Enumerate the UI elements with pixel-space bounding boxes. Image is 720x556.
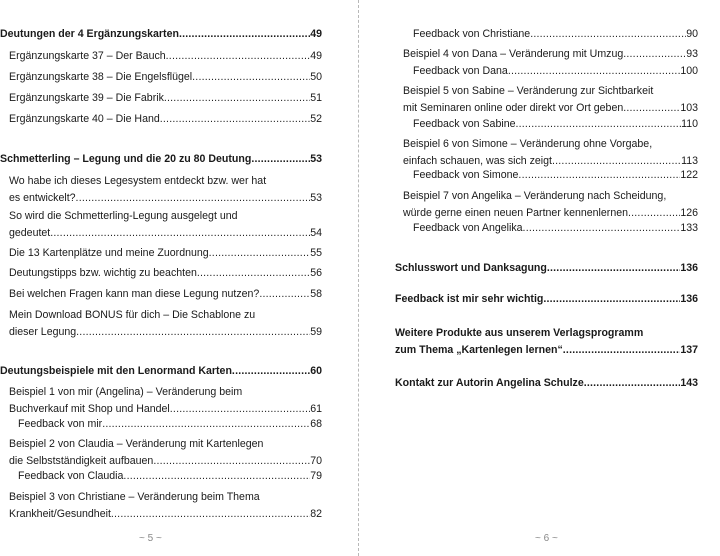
toc-entry[interactable] bbox=[9, 307, 322, 341]
toc-entry[interactable] bbox=[9, 286, 322, 303]
toc-entry-title: Beispiel 4 von Dana – Veränderung mit Umzug bbox=[403, 48, 624, 60]
toc-entry-page: 103 bbox=[680, 102, 698, 114]
toc-entry-title: Feedback von Christiane bbox=[413, 28, 531, 40]
toc-entry-title: Bei welchen Fragen kann man diese Legung nutzen? bbox=[9, 288, 260, 300]
toc-entry-line: Beispiel 5 von Sabine – Veränderung zur Sichtbarkeit bbox=[403, 85, 654, 97]
toc-entry-title: Feedback von Dana bbox=[413, 65, 508, 77]
toc-entry[interactable] bbox=[413, 167, 698, 184]
toc-entry[interactable] bbox=[0, 363, 322, 380]
toc-entry-line: Beispiel 3 von Christiane – Veränderung beim Thema bbox=[9, 491, 260, 503]
toc-entry-title: Schlusswort und Danksagung bbox=[395, 262, 547, 274]
toc-entry-page: 52 bbox=[310, 113, 322, 125]
dot-leader bbox=[76, 190, 311, 207]
toc-entry-page: 100 bbox=[680, 65, 698, 77]
toc-entry-line: Wo habe ich dieses Legesystem entdeckt bzw. wer hat bbox=[9, 175, 267, 187]
dot-leader bbox=[111, 506, 310, 523]
dot-leader bbox=[164, 90, 310, 107]
toc-entry[interactable] bbox=[18, 416, 322, 433]
toc-entry-title: Feedback von Claudia bbox=[18, 470, 124, 482]
toc-entry-title: Feedback von Sabine bbox=[413, 118, 516, 130]
dot-leader bbox=[530, 26, 686, 43]
toc-entry-page: 60 bbox=[310, 365, 322, 377]
toc-entry-page: 136 bbox=[680, 293, 698, 305]
toc-entry-page: 55 bbox=[310, 247, 322, 259]
toc-entry-title: Deutungen der 4 Ergänzungskarten bbox=[0, 28, 179, 40]
toc-entry-page: 93 bbox=[686, 48, 698, 60]
toc-entry[interactable] bbox=[395, 325, 698, 359]
dot-leader bbox=[102, 416, 310, 433]
dot-leader bbox=[515, 116, 681, 133]
toc-entry-line: Weitere Produkte aus unserem Verlagsprogramm bbox=[395, 327, 644, 339]
page-number: ~ 5 ~ bbox=[139, 533, 162, 544]
toc-entry[interactable] bbox=[395, 291, 698, 308]
toc-entry-page: 70 bbox=[310, 455, 322, 467]
toc-entry[interactable] bbox=[395, 260, 698, 277]
toc-entry-page: 82 bbox=[310, 508, 322, 520]
dot-leader bbox=[209, 245, 311, 262]
dot-leader bbox=[523, 220, 681, 237]
toc-entry[interactable] bbox=[403, 83, 698, 117]
dot-leader bbox=[623, 46, 686, 63]
toc-entry[interactable] bbox=[9, 48, 322, 65]
toc-entry-title: Ergänzungskarte 38 – Die Engelsflügel bbox=[9, 71, 193, 83]
toc-entry-title: dieser Legung bbox=[9, 326, 77, 338]
toc-entry-title: Feedback von mir bbox=[18, 418, 103, 430]
toc-entry[interactable] bbox=[395, 375, 698, 392]
toc-entry-page: 53 bbox=[310, 192, 322, 204]
toc-entry[interactable] bbox=[413, 63, 698, 80]
toc-entry-page: 54 bbox=[310, 227, 322, 239]
dot-leader bbox=[197, 265, 310, 282]
toc-entry[interactable] bbox=[403, 46, 698, 63]
toc-entry-title: Deutungsbeispiele mit den Lenormand Karten bbox=[0, 365, 232, 377]
toc-entry-title: Ergänzungskarte 39 – Die Fabrik bbox=[9, 92, 164, 104]
toc-entry-title: es entwickelt? bbox=[9, 192, 76, 204]
toc-entry-title: zum Thema „Kartenlegen lernen“ bbox=[395, 344, 563, 356]
toc-entry-page: 122 bbox=[680, 169, 698, 181]
toc-entry-title: Feedback ist mir sehr wichtig bbox=[395, 293, 544, 305]
dot-leader bbox=[166, 48, 311, 65]
toc-entry[interactable] bbox=[9, 489, 322, 523]
toc-entry-title: Schmetterling – Legung und die 20 zu 80 Deutung bbox=[0, 153, 252, 165]
toc-entry-title: Die 13 Kartenplätze und meine Zuordnung bbox=[9, 247, 209, 259]
toc-entry-line: Mein Download BONUS für dich – Die Schablone zu bbox=[9, 309, 256, 321]
dot-leader bbox=[50, 225, 310, 242]
toc-entry[interactable] bbox=[403, 136, 698, 170]
toc-entry[interactable] bbox=[0, 26, 322, 43]
dot-leader bbox=[259, 286, 310, 303]
toc-entry-title: Buchverkauf mit Shop und Handel bbox=[9, 403, 170, 415]
toc-entry-title: die Selbstständigkeit aufbauen bbox=[9, 455, 154, 467]
dot-leader bbox=[123, 468, 310, 485]
toc-entry-page: 143 bbox=[680, 377, 698, 389]
toc-entry[interactable] bbox=[9, 436, 322, 470]
toc-entry-title: Kontakt zur Autorin Angelina Schulze bbox=[395, 377, 584, 389]
toc-entry-title: mit Seminaren online oder direkt vor Ort geben bbox=[403, 102, 624, 114]
toc-entry-title: Ergänzungskarte 37 – Der Bauch bbox=[9, 50, 166, 62]
left-page bbox=[0, 0, 322, 556]
toc-entry-page: 49 bbox=[310, 50, 322, 62]
dot-leader bbox=[251, 151, 310, 168]
toc-entry-title: Feedback von Angelika bbox=[413, 222, 523, 234]
dot-leader bbox=[192, 69, 310, 86]
toc-entry-title: Ergänzungskarte 40 – Die Hand bbox=[9, 113, 160, 125]
toc-entry-page: 58 bbox=[310, 288, 322, 300]
dot-leader bbox=[563, 342, 681, 359]
toc-entry[interactable] bbox=[9, 111, 322, 128]
toc-entry-title: gedeutet bbox=[9, 227, 51, 239]
toc-entry-line: So wird die Schmetterling-Legung ausgelegt und bbox=[9, 210, 238, 222]
toc-entry-line: Beispiel 1 von mir (Angelina) – Veränderung beim bbox=[9, 386, 243, 398]
toc-entry-line: Beispiel 7 von Angelika – Veränderung nach Scheidung, bbox=[403, 190, 667, 202]
toc-entry[interactable] bbox=[18, 468, 322, 485]
toc-entry-page: 79 bbox=[310, 470, 322, 482]
toc-entry-page: 136 bbox=[680, 262, 698, 274]
toc-entry-page: 53 bbox=[310, 153, 322, 165]
dot-leader bbox=[623, 100, 680, 117]
page-divider bbox=[358, 0, 359, 556]
toc-entry-page: 90 bbox=[686, 28, 698, 40]
dot-leader bbox=[584, 375, 681, 392]
toc-entry-line: Beispiel 2 von Claudia – Veränderung mit Kartenlegen bbox=[9, 438, 264, 450]
toc-entry[interactable] bbox=[9, 173, 322, 207]
dot-leader bbox=[547, 260, 680, 277]
toc-entry[interactable] bbox=[9, 208, 322, 242]
dot-leader bbox=[543, 291, 680, 308]
toc-entry-title: Feedback von Simone bbox=[413, 169, 519, 181]
dot-leader bbox=[179, 26, 310, 43]
toc-entry[interactable] bbox=[9, 69, 322, 86]
toc-entry-title: Krankheit/Gesundheit bbox=[9, 508, 111, 520]
toc-entry-line: Beispiel 6 von Simone – Veränderung ohne Vorgabe, bbox=[403, 138, 653, 150]
toc-entry[interactable] bbox=[9, 245, 322, 262]
toc-entry-page: 110 bbox=[681, 118, 698, 130]
toc-entry-page: 49 bbox=[310, 28, 322, 40]
toc-entry[interactable] bbox=[413, 220, 698, 237]
toc-entry[interactable] bbox=[9, 384, 322, 418]
toc-entry-title: würde gerne einen neuen Partner kennenlernen bbox=[403, 207, 628, 219]
toc-entry-title: Deutungstipps bzw. wichtig zu beachten bbox=[9, 267, 197, 279]
toc-entry-page: 68 bbox=[310, 418, 322, 430]
toc-entry-page: 133 bbox=[680, 222, 698, 234]
toc-entry[interactable] bbox=[403, 188, 698, 222]
toc-entry[interactable] bbox=[9, 265, 322, 282]
toc-entry-page: 137 bbox=[680, 344, 698, 356]
toc-entry-page: 59 bbox=[310, 326, 322, 338]
toc-entry-page: 56 bbox=[310, 267, 322, 279]
toc-entry[interactable] bbox=[413, 116, 698, 133]
toc-entry-page: 50 bbox=[310, 71, 322, 83]
toc-entry[interactable] bbox=[0, 151, 322, 168]
right-page bbox=[392, 0, 698, 556]
dot-leader bbox=[232, 363, 310, 380]
dot-leader bbox=[160, 111, 310, 128]
toc-entry-page: 126 bbox=[680, 207, 698, 219]
toc-entry-page: 61 bbox=[310, 403, 322, 415]
toc-entry-page: 51 bbox=[310, 92, 322, 104]
dot-leader bbox=[508, 63, 680, 80]
toc-entry[interactable] bbox=[413, 26, 698, 43]
dot-leader bbox=[76, 324, 310, 341]
page-number: ~ 6 ~ bbox=[535, 533, 558, 544]
toc-entry-title: einfach schauen, was sich zeigt bbox=[403, 155, 552, 167]
toc-entry[interactable] bbox=[9, 90, 322, 107]
dot-leader bbox=[518, 167, 680, 184]
toc-entry-page: 113 bbox=[681, 155, 698, 167]
